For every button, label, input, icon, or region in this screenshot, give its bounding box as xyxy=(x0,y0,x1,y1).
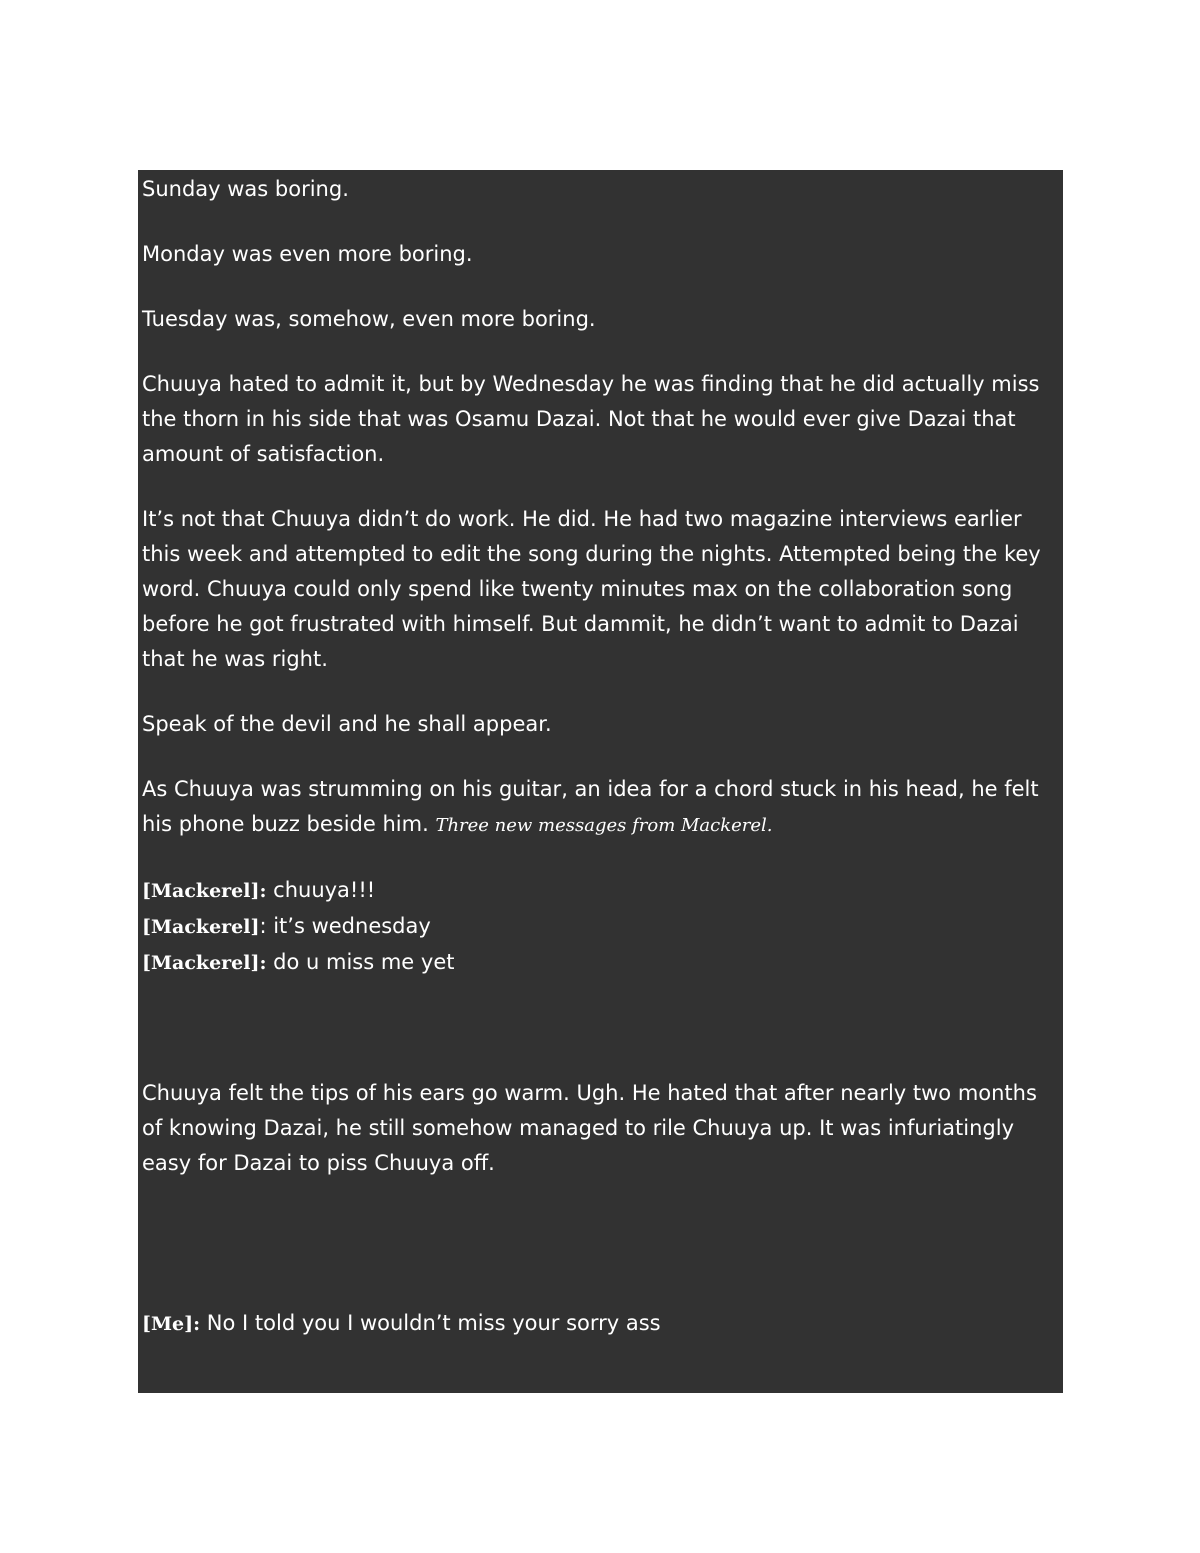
reply-sender: [Me]: xyxy=(142,1313,201,1335)
message-sender: [Mackerel]: xyxy=(142,952,267,974)
message-sender: [Mackerel]: xyxy=(142,880,267,902)
story-page xyxy=(138,170,1063,1393)
paragraph-ears: Chuuya felt the tips of his ears go warm. Ugh. He hated that after nearly two months of knowing Dazai, he still somehow managed to rile Chuuya up. It was infuriatingly easy for Dazai to piss Chuuya off. xyxy=(142,1081,1037,1175)
paragraph-sunday: Sunday was boring. xyxy=(142,177,349,201)
reply-item xyxy=(142,1306,1057,1342)
message-sender: [Mackerel] xyxy=(142,916,260,938)
message-text: do u miss me yet xyxy=(266,950,455,974)
paragraph-monday: Monday was even more boring. xyxy=(142,242,473,266)
reply-text: No I told you I wouldn’t miss your sorry ass xyxy=(200,1311,661,1335)
message-item xyxy=(142,945,1057,981)
paragraph-wednesday: Chuuya hated to admit it, but by Wednesday he was finding that he did actually miss the thorn in his side that was Osamu Dazai. Not that he would ever give Dazai that amount of satisfaction. xyxy=(142,372,1040,466)
paragraph-devil: Speak of the devil and he shall appear. xyxy=(142,712,552,736)
paragraph-guitar xyxy=(142,772,1057,843)
paragraph-guitar-text: As Chuuya was strumming on his guitar, an idea for a chord stuck in his head, he felt his phone buzz beside him. xyxy=(142,777,1039,836)
paragraph-work: It’s not that Chuuya didn’t do work. He did. He had two magazine interviews earlier this week and attempted to edit the song during the nights. Attempted being the key word. Chuuya could only spend like twenty minutes max on the collaboration song before he got frustrated with himself. But dammit, he didn’t want to admit to Dazai that he was right. xyxy=(142,507,1041,671)
paragraph-tuesday: Tuesday was, somehow, even more boring. xyxy=(142,307,596,331)
message-item xyxy=(142,873,1057,909)
spacer xyxy=(142,981,1057,1076)
message-item xyxy=(142,909,1057,945)
reply-line xyxy=(142,1306,1057,1342)
message-list xyxy=(142,873,1057,981)
message-text: chuuya!!! xyxy=(266,878,376,902)
spacer xyxy=(142,1211,1057,1306)
notification-note: Three new messages from Mackerel. xyxy=(435,815,773,836)
message-text: : it’s wednesday xyxy=(259,914,431,938)
